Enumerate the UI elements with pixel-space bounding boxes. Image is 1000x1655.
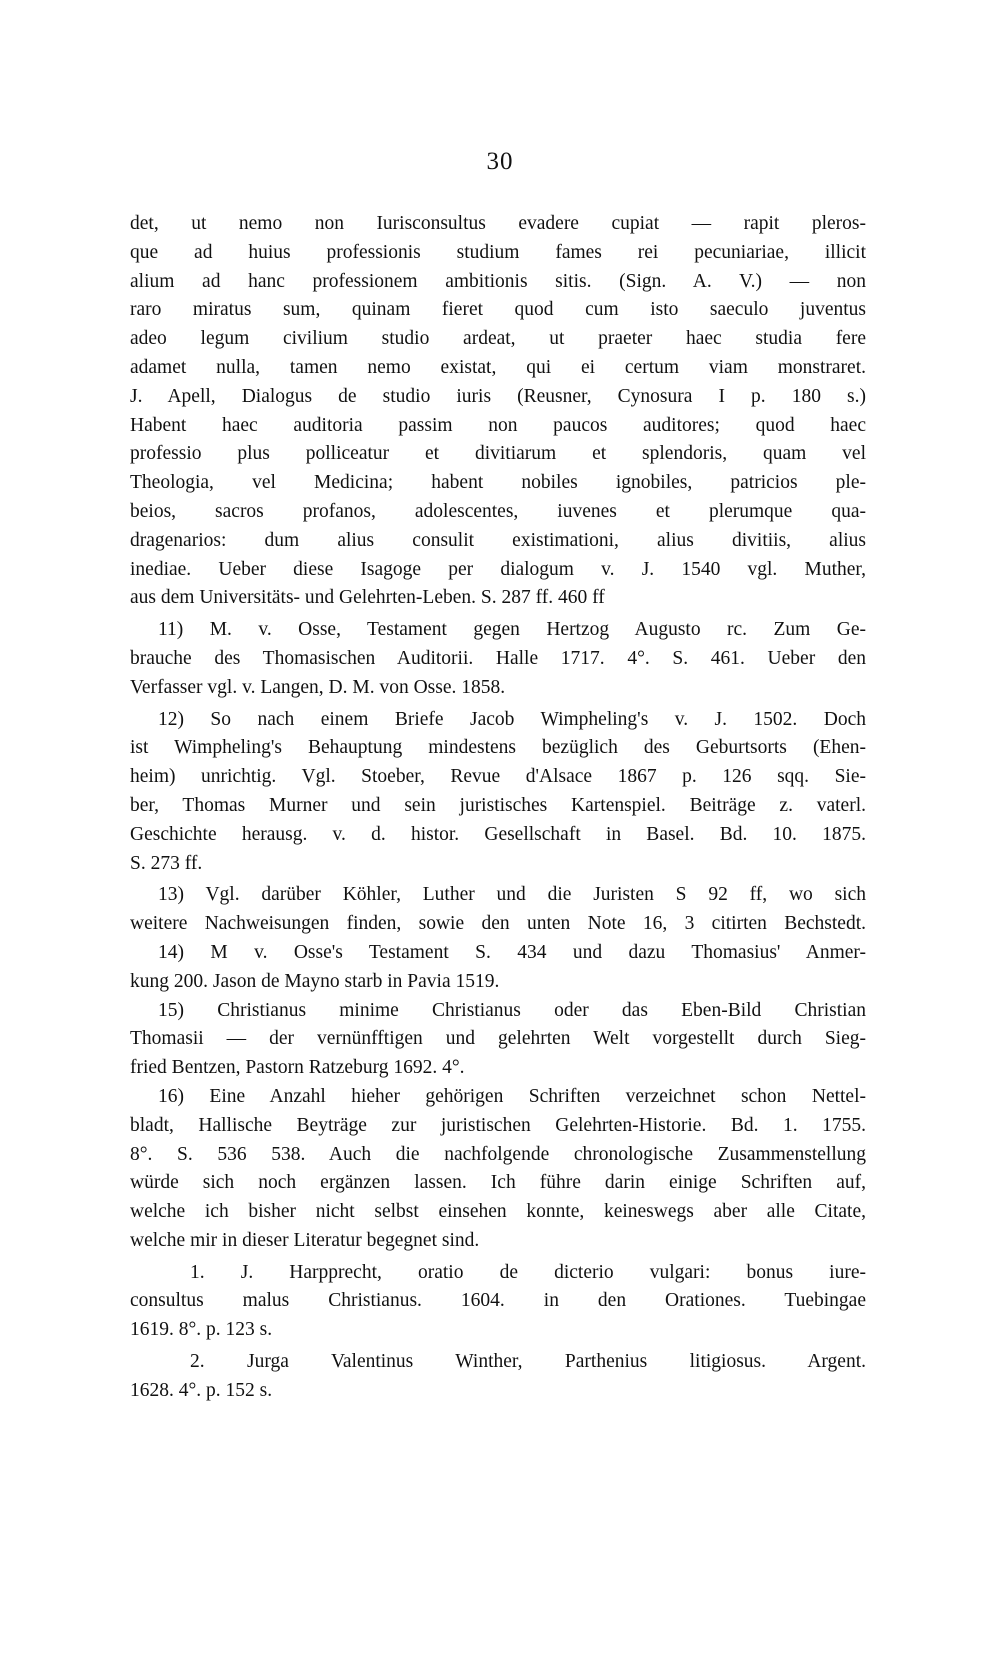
text-line: adamet nulla, tamen nemo existat, qui ei certum viam monstraret. [130,356,866,378]
text-line: weitere Nachweisungen finden, sowie den unten Note 16, 3 citirten Bechstedt. [130,913,866,935]
text-line: raro miratus sum, quinam fieret quod cum isto saeculo juventus [130,299,866,321]
text-line: aus dem Universitäts- und Gelehrten-Leben. S. 287 ff. 460 ff [130,587,605,609]
text-line: ber, Thomas Murner und sein juristisches Kartenspiel. Beiträge z. vaterl. [130,794,866,816]
footnote-text-block [130,210,866,1406]
text-line: 1628. 4°. p. 152 s. [130,1379,273,1401]
text-line: 13) Vgl. darüber Köhler, Luther und die Juristen S 92 ff, wo sich [158,884,866,906]
text-line: 15) Christianus minime Christianus oder das Eben-Bild Christian [158,999,866,1021]
text-line: dragenarios: dum alius consulit existimationi, alius divitiis, alius [130,529,866,551]
text-line: S. 273 ff. [130,852,203,874]
text-line: 1. J. Harpprecht, oratio de dicterio vulgari: bonus iure- [190,1261,866,1283]
text-line: Verfasser vgl. v. Langen, D. M. von Osse. 1858. [130,676,506,698]
text-line: würde sich noch ergänzen lassen. Ich führe darin einige Schriften auf, [130,1172,866,1194]
text-line: consultus malus Christianus. 1604. in den Orationes. Tuebingae [130,1290,866,1312]
text-line: kung 200. Jason de Mayno starb in Pavia 1519. [130,970,500,992]
text-line: 16) Eine Anzahl hieher gehörigen Schriften verzeichnet schon Nettel- [158,1085,866,1107]
text-line: beios, sacros profanos, adolescentes, iuvenes et plerumque qua- [130,500,866,522]
text-line: welche mir in dieser Literatur begegnet sind. [130,1229,480,1251]
text-line: 14) M v. Osse's Testament S. 434 und dazu Thomasius' Anmer- [158,941,866,963]
text-line: Geschichte herausg. v. d. histor. Gesellschaft in Basel. Bd. 10. 1875. [130,823,866,845]
text-line: ist Wimpheling's Behauptung mindestens bezüglich des Geburtsorts (Ehen- [130,737,866,759]
text-line: inediae. Ueber diese Isagoge per dialogum v. J. 1540 vgl. Muther, [130,558,866,580]
text-line: brauche des Thomasischen Auditorii. Halle 1717. 4°. S. 461. Ueber den [130,647,866,669]
text-line: Thomasii — der vernünfftigen und gelehrten Welt vorgestellt durch Sieg- [130,1028,866,1050]
text-line: Theologia, vel Medicina; habent nobiles ignobiles, patricios ple- [130,472,866,494]
text-line: J. Apell, Dialogus de studio iuris (Reusner, Cynosura I p. 180 s.) [130,385,866,407]
text-line: 8°. S. 536 538. Auch die nachfolgende chronologische Zusammenstellung [130,1143,866,1165]
text-line: alium ad hanc professionem ambitionis sitis. (Sign. A. V.) — non [130,270,866,292]
text-line: adeo legum civilium studio ardeat, ut praeter haec studia fere [130,328,866,350]
text-line: 11) M. v. Osse, Testament gegen Hertzog Augusto rc. Zum Ge- [158,619,866,641]
text-line: 1619. 8°. p. 123 s. [130,1319,273,1341]
text-line: 12) So nach einem Briefe Jacob Wimpheling's v. J. 1502. Doch [158,708,866,730]
text-line: det, ut nemo non Iurisconsultus evadere cupiat — rapit pleros- [130,213,866,234]
text-line: que ad huius professionis studium fames rei pecuniariae, illicit [130,241,866,263]
text-line: fried Bentzen, Pastorn Ratzeburg 1692. 4°. [130,1057,465,1079]
text-line: welche ich bisher nicht selbst einsehen konnte, keineswegs aber alle Citate, [130,1201,866,1223]
text-line: heim) unrichtig. Vgl. Stoeber, Revue d'Alsace 1867 p. 126 sqq. Sie- [130,766,866,788]
page-number: 30 [486,148,514,175]
text-line: 2. Jurga Valentinus Winther, Parthenius litigiosus. Argent. [190,1351,866,1373]
text-line: bladt, Hallische Beyträge zur juristischen Gelehrten-Historie. Bd. 1. 1755. [130,1114,866,1136]
text-line: professio plus polliceatur et divitiarum et splendoris, quam vel [130,443,866,465]
text-line: Habent haec auditoria passim non paucos auditores; quod haec [130,414,866,436]
